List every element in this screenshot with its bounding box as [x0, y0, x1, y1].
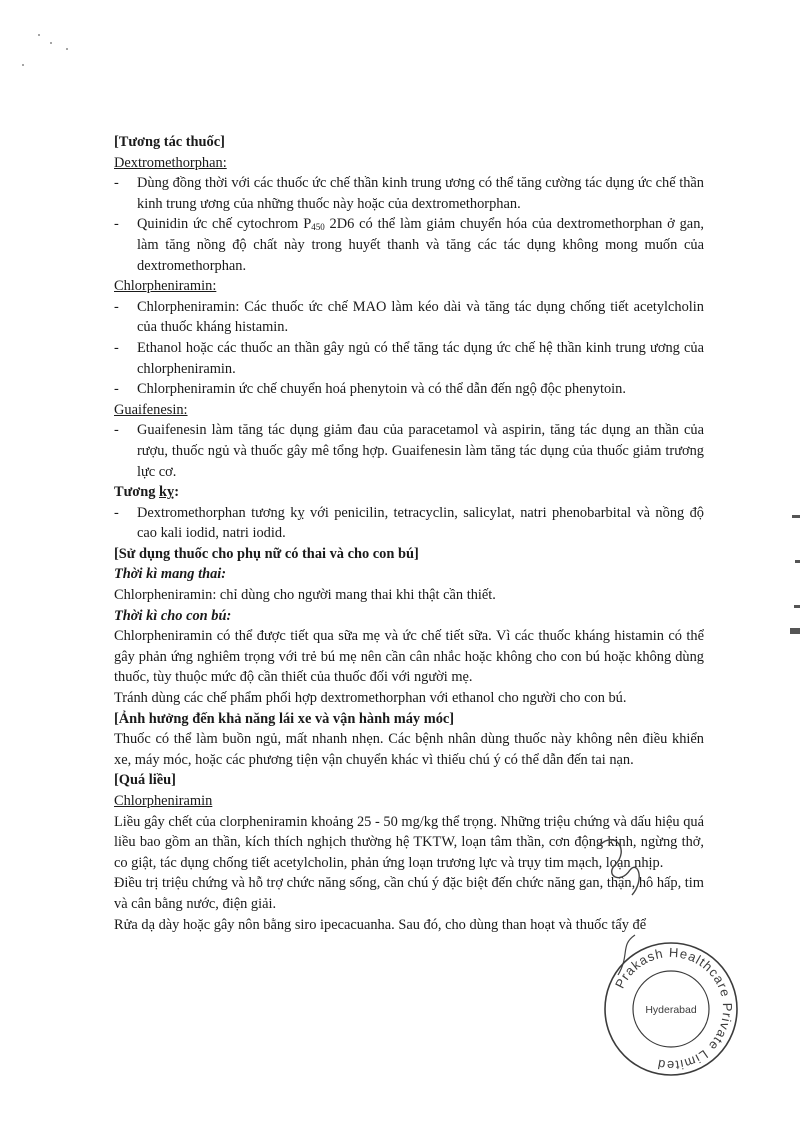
guaifenesin-heading: Guaifenesin: [114, 401, 188, 418]
quinidin-text-cont: 2D6 có thể làm giảm chuyển hóa của dextromethorphan ở gan, làm tăng nồng độ chất này trong huyết thanh và tăng các tác dụng không mong muốn của dextromethorphan. [137, 216, 704, 274]
interactions-title: [Tương tác thuốc] [114, 134, 225, 150]
document-page [114, 132, 704, 935]
scan-speck [50, 42, 52, 44]
p450-subscript: 450 [311, 222, 325, 233]
list-item: - Chlorpheniramin ức chế chuyển hoá phenytoin và có thể dẫn đến ngộ độc phenytoin. [114, 379, 704, 400]
chlorpheniramin-list [114, 297, 704, 400]
company-stamp [602, 940, 740, 1078]
list-item: - Dùng đồng thời với các thuốc ức chế thần kinh trung ương có thể tăng cường tác dụng ức chế thần kinh trung ương của những thuốc này hoặc của dextromethorphan. [114, 173, 704, 214]
quinidin-text: Quinidin ức chế cytochrom P [137, 216, 312, 233]
overdose-paragraph-1: Liều gây chết của clorpheniramin khoảng 25 - 50 mg/kg thể trọng. Những triệu chứng và dấu hiệu quá liều bao gồm an thần, kích thích nghịch thường hệ TKTW, loạn tâm thần, cơn động kinh, ngừng thở, co giật, tác dụng chống tiết acetylcholin, phản ứng loạn trương lực và trụy tim mạch, loạn nhịp. [114, 813, 704, 871]
scan-speck [66, 48, 68, 50]
pregnancy-title: [Sử dụng thuốc cho phụ nữ có thai và cho con bú] [114, 545, 419, 562]
incompatibility-heading [114, 482, 704, 503]
scan-edge-mark [790, 628, 800, 634]
list-item [114, 214, 704, 276]
incompatibility-heading-text: Tương [114, 484, 159, 501]
lactation-text: Chlorpheniramin có thể được tiết qua sữa mẹ và ức chế tiết sữa. Vì các thuốc kháng histamin có thể gây phản ứng nghiêm trọng với trẻ bú mẹ nên cần cân nhắc hoặc không cho con bú hoặc không dùng thuốc, tùy thuộc mức độ cần thiết của thuốc đối với người mẹ. [114, 628, 704, 686]
stamp-ring-text: Prakash Healthcare Private Limited [611, 944, 736, 1074]
list-item: - Dextromethorphan tương kỵ với penicilin, tetracyclin, salicylat, natri phenobarbital và nồng độ cao kali iodid, natri iodid. [114, 503, 704, 544]
scan-edge-mark [795, 560, 800, 563]
scan-edge-mark [794, 605, 800, 608]
scan-edge-mark [792, 515, 800, 518]
overdose-title: [Quá liều] [114, 772, 176, 789]
overdose-heading: Chlorpheniramin [114, 793, 213, 809]
chlorpheniramin-heading: Chlorpheniramin: [114, 278, 217, 295]
dextromethorphan-heading: Dextromethorphan: [114, 154, 227, 171]
lactation-text-2: Tránh dùng các chế phẩm phối hợp dextromethorphan với ethanol cho người cho con bú. [114, 690, 627, 707]
pregnancy-text: Chlorpheniramin: chỉ dùng cho người mang thai khi thật cần thiết. [114, 587, 496, 604]
overdose-paragraph-2: Điều trị triệu chứng và hỗ trợ chức năng sống, cần chú ý đặc biệt đến chức năng gan, thận, hô hấp, tim và cân bằng nước, điện giải. [114, 875, 704, 912]
guaifenesin-list [114, 420, 704, 482]
lactation-heading: Thời kì cho con bú: [114, 607, 232, 624]
overdose-paragraph-3: Rửa dạ dày hoặc gây nôn bằng siro ipecacuanha. Sau đó, cho dùng than hoạt và thuốc tẩy để [114, 916, 647, 933]
list-item: - Ethanol hoặc các thuốc an thần gây ngủ có thể tăng tác dụng ức chế hệ thần kinh trung ương của chlorpheniramin. [114, 338, 704, 379]
driving-text: Thuốc có thể làm buồn ngủ, mất nhanh nhẹn. Các bệnh nhân dùng thuốc này không nên điều khiển xe, máy móc, hoặc các phương tiện vận chuyển khác vì thiếu chú ý có thể dẫn đến tai nạn. [114, 731, 704, 768]
incompatibility-heading-colon: : [174, 484, 179, 501]
list-item: - Chlorpheniramin: Các thuốc ức chế MAO làm kéo dài và tăng tác dụng chống tiết acetylcholin của thuốc kháng histamin. [114, 297, 704, 338]
scan-speck [38, 34, 40, 36]
stamp-center-text: Hyderabad [645, 1004, 697, 1016]
driving-title: [Ảnh hưởng đến khả năng lái xe và vận hành máy móc] [114, 710, 455, 727]
incompatibility-list [114, 503, 704, 544]
pregnancy-heading: Thời kì mang thai: [114, 566, 227, 583]
incompatibility-heading-underlined: kỵ [159, 484, 175, 501]
scan-speck [22, 64, 24, 66]
dextromethorphan-list [114, 173, 704, 276]
list-item: - Guaifenesin làm tăng tác dụng giảm đau của paracetamol và aspirin, tăng tác dụng an thần của rượu, thuốc ngủ và thuốc gây mê tổng hợp. Guaifenesin làm tăng tác dụng của thuốc giảm trương lực cơ. [114, 420, 704, 482]
